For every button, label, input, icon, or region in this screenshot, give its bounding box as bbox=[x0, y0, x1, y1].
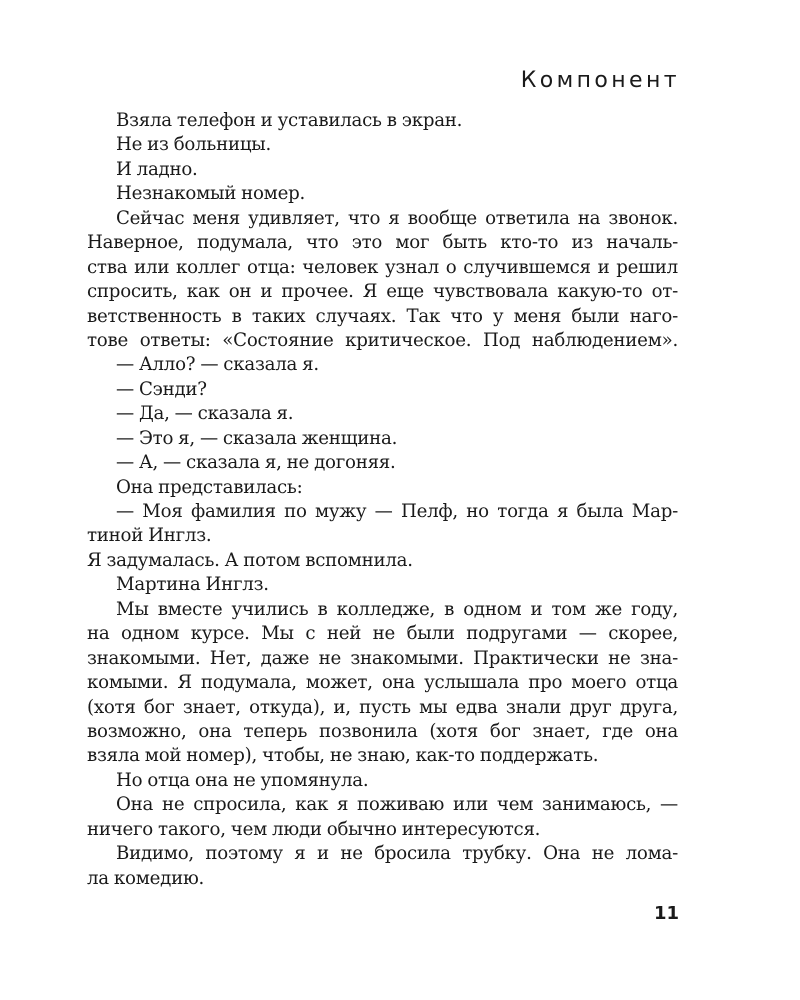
text-line: Мартина Инглз. bbox=[116, 574, 269, 596]
text-line: Но отца она не упомянула. bbox=[116, 769, 369, 791]
text-line: Наверное, подумала, что это мог быть кто-то из началь- bbox=[87, 232, 678, 254]
text-line: на одном курсе. Мы с ней не были подругами — скорее, bbox=[87, 623, 678, 645]
dialogue-line: — Моя фамилия по мужу — Пелф, но тогда я была Мар- bbox=[116, 501, 678, 522]
text-line: взяла мой номер), чтобы, не знаю, как-то поддержать. bbox=[87, 745, 599, 767]
text-line: Взяла телефон и уставилась в экран. bbox=[116, 110, 463, 131]
dialogue-line: — Да, — сказала я. bbox=[116, 403, 294, 425]
text-line: Она не спросила, как я поживаю или чем занимаюсь, — bbox=[116, 794, 678, 816]
text-line: спросить, как он и прочее. Я еще чувствовала какую-то от- bbox=[87, 281, 678, 303]
text-line: Не из больницы. bbox=[116, 134, 272, 156]
dialogue-line: — Это я, — сказала женщина. bbox=[116, 427, 398, 449]
text-line: Мы вместе учились в колледже, в одном и том же году, bbox=[116, 598, 678, 620]
text-line: Незнакомый номер. bbox=[116, 183, 306, 205]
dialogue-line: — Алло? — сказала я. bbox=[116, 354, 319, 376]
text-line: ничего такого, чем люди обычно интересуются. bbox=[87, 818, 541, 840]
text-line: И ладно. bbox=[116, 158, 198, 180]
text-line: (хотя бог знает, откуда), и, пусть мы едва знали друг друга, bbox=[87, 696, 678, 718]
text-line: Видимо, поэтому я и не бросила трубку. Она не лома- bbox=[116, 843, 678, 865]
dialogue-line: — А, — сказала я, не догоняя. bbox=[116, 452, 396, 474]
running-head-title: Компонент bbox=[520, 68, 680, 93]
body-text bbox=[87, 109, 678, 891]
text-line: ла комедию. bbox=[87, 867, 205, 889]
text-line: тиной Инглз. bbox=[87, 525, 212, 547]
text-line: Сейчас меня удивляет, что я вообще ответила на звонок. bbox=[116, 207, 678, 229]
text-line: Я задумалась. А потом вспомнила. bbox=[87, 549, 413, 571]
text-line: ства или коллег отца: человек узнал о случившемся и решил bbox=[87, 256, 678, 278]
text-line: Она представилась: bbox=[116, 476, 303, 498]
text-line: тове ответы: «Состояние критическое. Под наблюдением». bbox=[87, 329, 678, 351]
text-line: возможно, она теперь позвонила (хотя бог знает, где она bbox=[87, 720, 678, 742]
page-number: 11 bbox=[653, 903, 679, 924]
text-line: комыми. Я подумала, может, она услышала про моего отца bbox=[87, 672, 678, 694]
text-line: знакомыми. Нет, даже не знакомыми. Практически не зна- bbox=[87, 647, 678, 669]
dialogue-line: — Сэнди? bbox=[116, 378, 207, 400]
text-line: ветственность в таких случаях. Так что у меня были наго- bbox=[87, 305, 678, 327]
